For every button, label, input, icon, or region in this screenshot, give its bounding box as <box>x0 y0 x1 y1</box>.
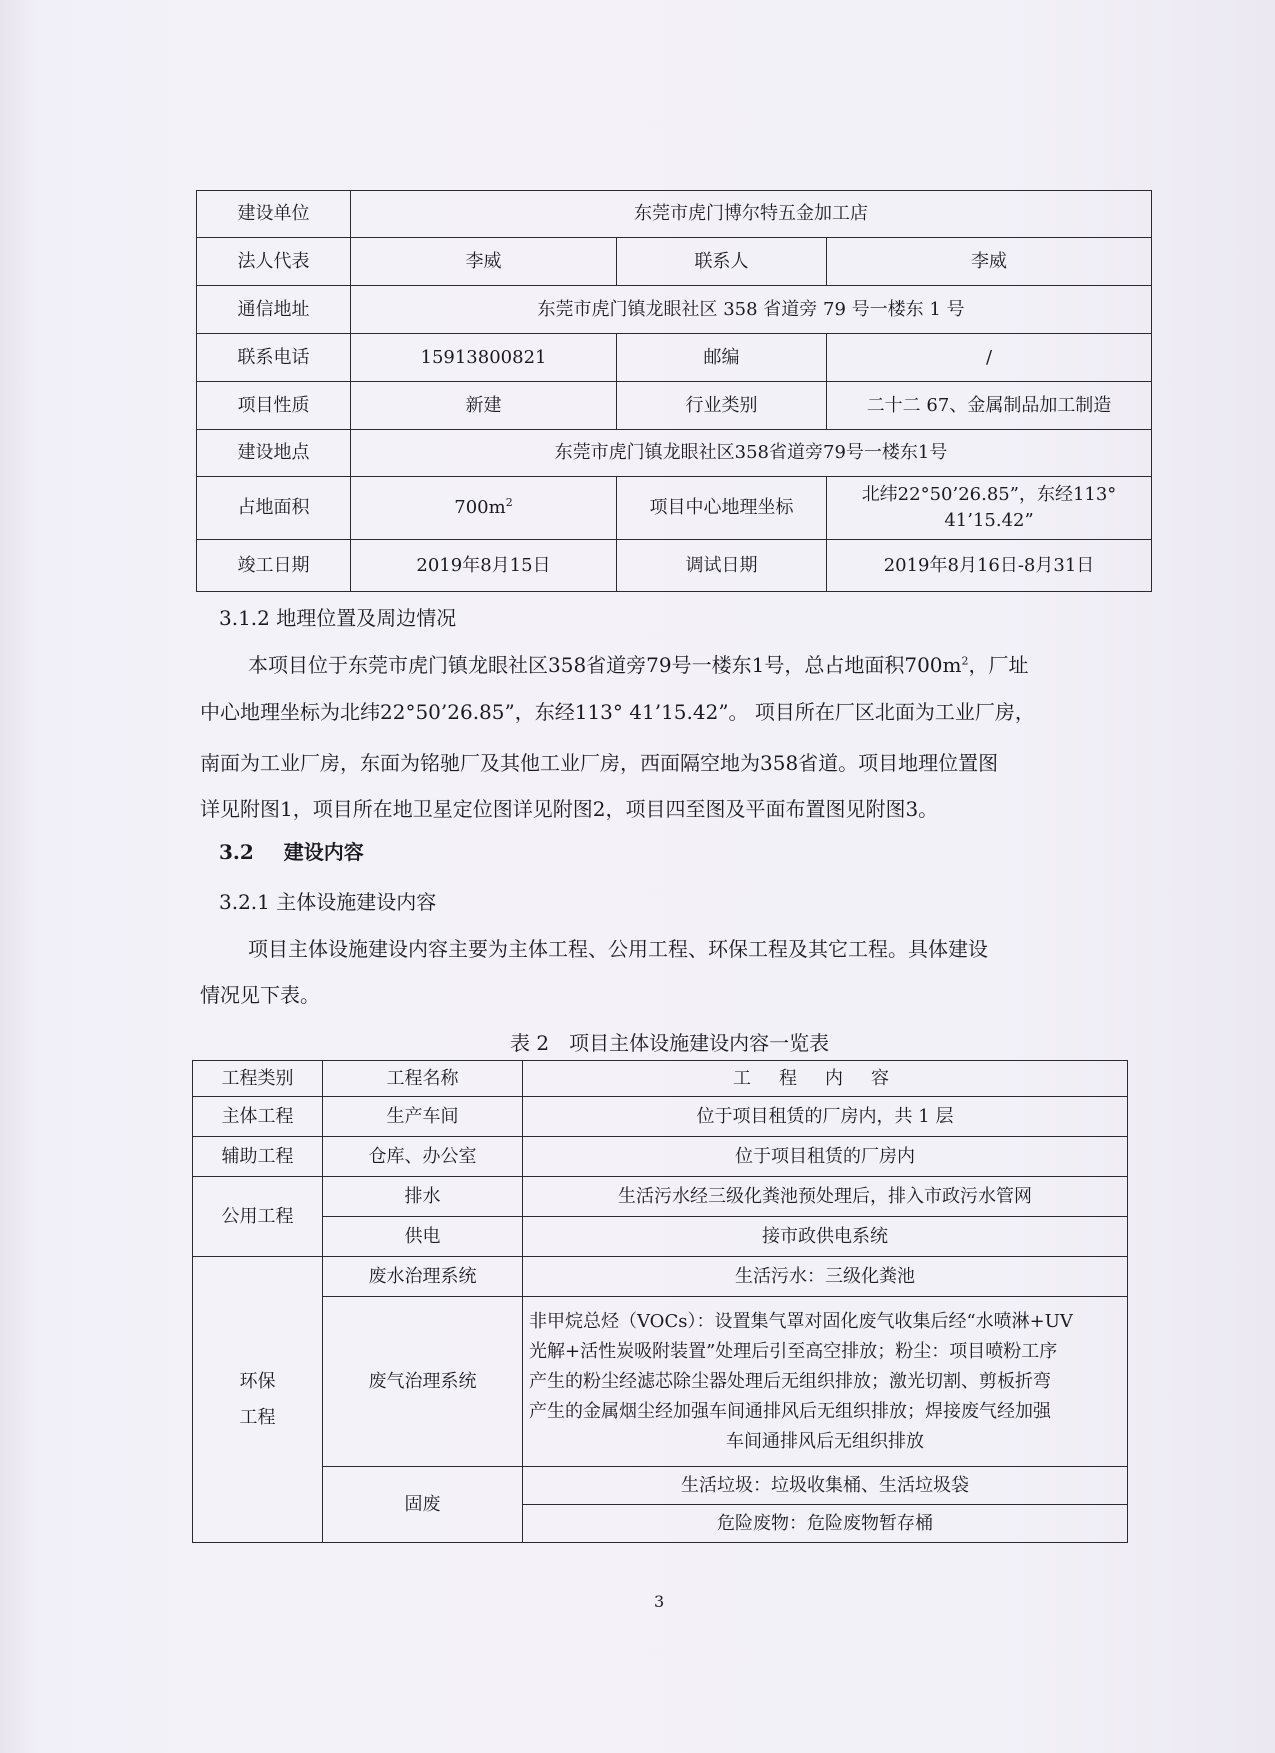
table-2-caption: 表 2 项目主体设施建设内容一览表 <box>510 1031 830 1055</box>
table-row <box>193 1467 1128 1505</box>
table-row <box>193 1217 1128 1257</box>
section-3-2-number: 3.2 <box>219 840 254 864</box>
value-debug-date: 2019年8月16日-8月31日 <box>827 540 1152 592</box>
table-row <box>197 334 1152 382</box>
table-row <box>197 540 1152 592</box>
table-row <box>193 1061 1128 1097</box>
value-address: 东莞市虎门镇龙眼社区 358 省道旁 79 号一楼东 1 号 <box>351 286 1152 334</box>
value-site: 东莞市虎门镇龙眼社区358省道旁79号一楼东1号 <box>351 430 1152 477</box>
value-coordinates <box>827 477 1152 540</box>
value-contact: 李威 <box>827 238 1152 286</box>
table-row <box>193 1137 1128 1177</box>
table-row <box>197 286 1152 334</box>
cell-content: 生活污水：三级化粪池 <box>523 1257 1128 1297</box>
cell-category <box>193 1257 323 1543</box>
label-coordinates: 项目中心地理坐标 <box>617 477 827 540</box>
label-industry: 行业类别 <box>617 382 827 430</box>
cell-content: 接市政供电系统 <box>523 1217 1128 1257</box>
label-area: 占地面积 <box>197 477 351 540</box>
value-area <box>351 477 617 540</box>
label-legal-rep: 法人代表 <box>197 238 351 286</box>
value-completion-date: 2019年8月15日 <box>351 540 617 592</box>
cell-content: 位于项目租赁的厂房内，共 1 层 <box>523 1097 1128 1137</box>
table-row <box>197 191 1152 238</box>
header-category: 工程类别 <box>193 1061 323 1097</box>
header-content: 工程内容 <box>523 1061 1128 1097</box>
section-3-2-heading <box>219 836 364 865</box>
table-row <box>197 382 1152 430</box>
cell-name: 废水治理系统 <box>323 1257 523 1297</box>
coord-line-1: 北纬22°50’26.85”，东经113° <box>861 484 1117 505</box>
value-project-nature: 新建 <box>351 382 617 430</box>
table-row <box>193 1177 1128 1217</box>
cell-content: 生活垃圾：垃圾收集桶、生活垃圾袋 <box>523 1467 1128 1505</box>
section-3-2-title: 建设内容 <box>283 840 364 864</box>
value-industry: 二十二 67、金属制品加工制造 <box>827 382 1152 430</box>
table-row <box>197 477 1152 540</box>
project-info-table <box>196 190 1152 592</box>
section-3-1-2-heading: 3.1.2 地理位置及周边情况 <box>219 606 457 630</box>
coord-line-2: 41’15.42” <box>944 510 1034 531</box>
cell-name: 供电 <box>323 1217 523 1257</box>
content-line: 光解+活性炭吸附装置”处理后引至高空排放；粉尘：项目喷粉工序 <box>529 1340 1058 1362</box>
table-row <box>197 430 1152 477</box>
main-facilities-table <box>192 1060 1128 1543</box>
label-postcode: 邮编 <box>617 334 827 382</box>
label-contact: 联系人 <box>617 238 827 286</box>
value-construction-unit: 东莞市虎门博尔特五金加工店 <box>351 191 1152 238</box>
header-name: 工程名称 <box>323 1061 523 1097</box>
category-line-1: 环保 <box>239 1370 276 1392</box>
page-number: 3 <box>654 1592 665 1611</box>
cell-content: 位于项目租赁的厂房内 <box>523 1137 1128 1177</box>
value-legal-rep: 李威 <box>351 238 617 286</box>
value-phone: 15913800821 <box>351 334 617 382</box>
cell-category: 主体工程 <box>193 1097 323 1137</box>
area-unit: m <box>488 497 506 518</box>
para-1-line-4: 详见附图1，项目所在地卫星定位图详见附图2，项目四至图及平面布置图见附图3。 <box>200 797 939 821</box>
para-1-line-1: 本项目位于东莞市虎门镇龙眼社区358省道旁79号一楼东1号，总占地面积$700m^2$，厂址 <box>248 653 1029 677</box>
cell-category: 公用工程 <box>193 1177 323 1257</box>
cell-name: 生产车间 <box>323 1097 523 1137</box>
cell-category: 辅助工程 <box>193 1137 323 1177</box>
label-phone: 联系电话 <box>197 334 351 382</box>
cell-name: 废气治理系统 <box>323 1297 523 1467</box>
cell-content: 生活污水经三级化粪池预处理后，排入市政污水管网 <box>523 1177 1128 1217</box>
cell-content <box>523 1297 1128 1467</box>
area-unit-sup: 2 <box>505 496 513 509</box>
para-1-line-2: 中心地理坐标为北纬22°50’26.85”，东经113° 41’15.42”。 项目所在厂区北面为工业厂房， <box>200 700 1035 724</box>
cell-content: 危险废物：危险废物暂存桶 <box>523 1505 1128 1543</box>
para-2-line-2: 情况见下表。 <box>200 983 320 1007</box>
table-row <box>193 1097 1128 1137</box>
cell-name: 排水 <box>323 1177 523 1217</box>
para-2-line-1: 项目主体设施建设内容主要为主体工程、公用工程、环保工程及其它工程。具体建设 <box>248 937 988 961</box>
content-line: 车间通排风后无组织排放 <box>726 1430 924 1452</box>
label-completion-date: 竣工日期 <box>197 540 351 592</box>
table-row <box>197 238 1152 286</box>
label-site: 建设地点 <box>197 430 351 477</box>
label-project-nature: 项目性质 <box>197 382 351 430</box>
content-line: 产生的粉尘经滤芯除尘器处理后无组织排放；激光切割、剪板折弯 <box>529 1370 1051 1392</box>
content-line: 非甲烷总烃（VOCs）：设置集气罩对固化废气收集后经“水喷淋+UV <box>529 1310 1073 1332</box>
label-debug-date: 调试日期 <box>617 540 827 592</box>
table-row <box>193 1297 1128 1467</box>
label-construction-unit: 建设单位 <box>197 191 351 238</box>
table-row <box>193 1257 1128 1297</box>
cell-name: 固废 <box>323 1467 523 1543</box>
value-postcode: / <box>827 334 1152 382</box>
section-3-2-1-heading: 3.2.1 主体设施建设内容 <box>219 890 437 914</box>
content-line: 产生的金属烟尘经加强车间通排风后无组织排放；焊接废气经加强 <box>529 1400 1051 1422</box>
label-address: 通信地址 <box>197 286 351 334</box>
cell-name: 仓库、办公室 <box>323 1137 523 1177</box>
area-number: 700 <box>454 497 489 518</box>
category-line-2: 工程 <box>239 1406 276 1428</box>
para-1-line-3: 南面为工业厂房，东面为铭驰厂及其他工业厂房，西面隔空地为358省道。项目地理位置图 <box>200 751 999 775</box>
